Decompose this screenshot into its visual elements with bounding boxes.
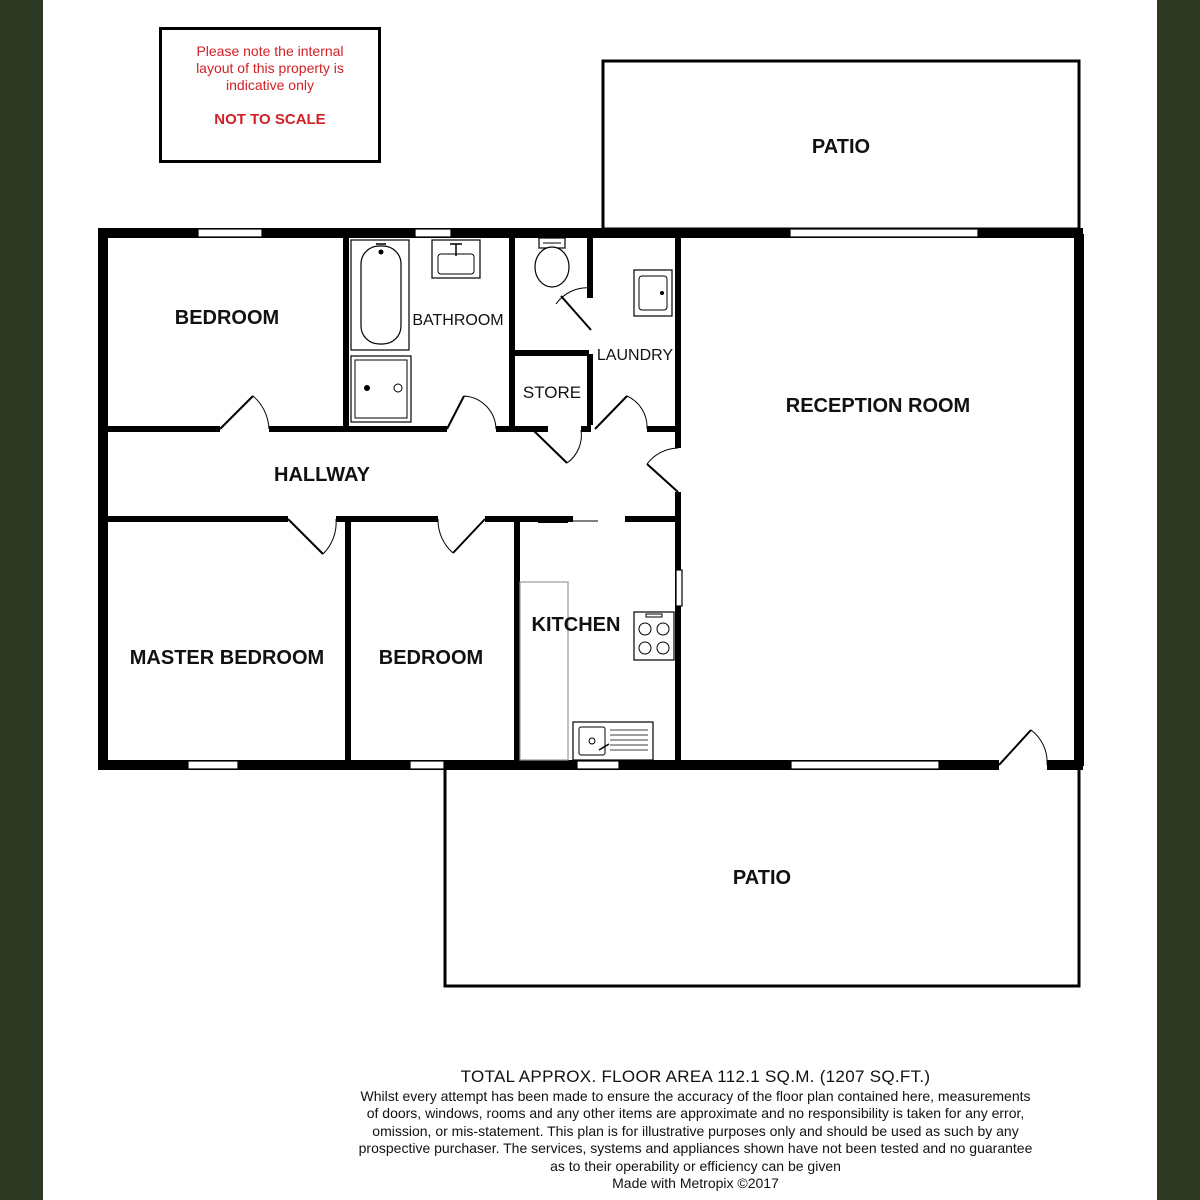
disclaimer-line-4: prospective purchaser. The services, systems and appliances shown have not been tested and no guarantee <box>358 1140 1033 1157</box>
floor-plan <box>43 0 1157 1200</box>
room-label-master-bedroom: MASTER BEDROOM <box>129 647 325 669</box>
room-label-bathroom: BATHROOM <box>412 312 504 329</box>
room-label-kitchen: KITCHEN <box>531 614 621 636</box>
bathtub <box>351 240 409 350</box>
floor-plan-sheet <box>43 0 1157 1200</box>
disclaimer-line-2: of doors, windows, rooms and any other items are approximate and no responsibility is taken for any error, <box>366 1105 1025 1122</box>
room-label-hallway: HALLWAY <box>274 464 370 486</box>
metropix-credit: Made with Metropix ©2017 <box>612 1175 779 1192</box>
room-label-bedroom-bottom: BEDROOM <box>378 647 484 669</box>
kitchen-counter <box>520 582 568 760</box>
kitchen-sink <box>573 722 653 760</box>
not-to-scale-label: NOT TO SCALE <box>214 111 326 128</box>
disclaimer-line-5: as to their operability or efficiency can be given <box>550 1157 841 1174</box>
disclaimer-line-3: omission, or mis-statement. This plan is for illustrative purposes only and should be used as such by any <box>372 1122 1019 1139</box>
room-label-patio-top: PATIO <box>811 136 871 158</box>
layout-notice-box <box>159 27 381 163</box>
room-label-patio-bottom: PATIO <box>732 867 792 889</box>
room-label-store: STORE <box>522 383 582 402</box>
hob <box>634 612 674 660</box>
notice-line-1: Please note the internal <box>196 43 344 59</box>
room-label-bedroom-top: BEDROOM <box>174 307 280 329</box>
windows <box>188 229 978 769</box>
bathroom-basin <box>432 240 480 278</box>
notice-line-3: indicative only <box>226 77 314 93</box>
laundry-basin <box>634 270 672 316</box>
shower-tray <box>351 356 411 422</box>
total-floor-area: TOTAL APPROX. FLOOR AREA 112.1 SQ.M. (1207 SQ.FT.) <box>460 1067 931 1086</box>
toilet <box>535 238 569 287</box>
room-label-laundry: LAUNDRY <box>596 347 674 364</box>
notice-line-2: layout of this property is <box>196 60 344 76</box>
disclaimer-line-1: Whilst every attempt has been made to ensure the accuracy of the floor plan contained here, measurements <box>360 1088 1031 1104</box>
plan-footer <box>313 1066 1078 1192</box>
room-label-reception-room: RECEPTION ROOM <box>785 395 971 417</box>
